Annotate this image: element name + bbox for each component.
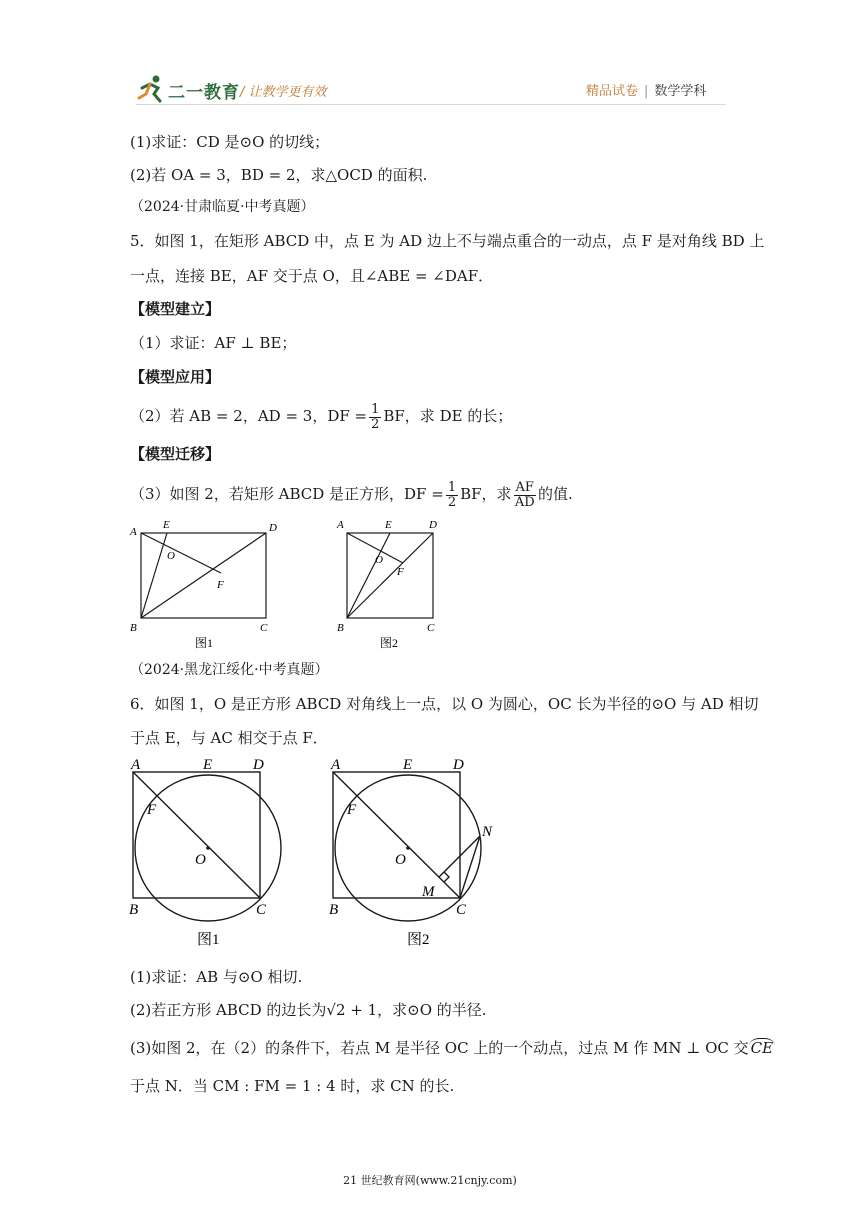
arc-ce: CE [750, 1039, 774, 1057]
svg-text:A: A [130, 526, 137, 538]
svg-text:N: N [482, 824, 493, 840]
svg-text:M: M [422, 884, 435, 900]
slogan: / 让教学更有效 [240, 85, 327, 100]
q6-stem-2: 于点 E，与 AC 相交于点 F． [130, 729, 328, 747]
svg-text:F: F [347, 802, 357, 818]
header-tag: 精品试卷 [586, 84, 639, 99]
svg-text:D: D [429, 519, 437, 531]
runner-logo-icon [136, 74, 168, 104]
svg-text:F: F [147, 802, 157, 818]
q6-part3-line2: 于点 N．当 CM : FM = 1 : 4 时，求 CN 的长. [130, 1077, 455, 1095]
q5-figure-1 [125, 515, 285, 655]
q4-part2: (2)若 OA = 3，BD = 2，求△OCD 的面积. [130, 166, 428, 184]
svg-text:图2: 图2 [380, 636, 399, 650]
q5-part2: （2）若 AB = 2，AD = 3，DF = $\frac{1}{2}$ BF，求 DE 的长； [130, 401, 513, 432]
svg-text:B: B [130, 622, 137, 634]
svg-text:O: O [195, 852, 206, 868]
heading-model-build: 【模型建立】 [130, 300, 221, 318]
svg-text:E: E [403, 757, 413, 773]
q5-part3: （3）如图 2，若矩形 ABCD 是正方形，DF = $\frac{1}{2}$ BF，求 $\frac{AF}{AD}$ 的值. [130, 479, 573, 510]
q6-part3-line1: (3)如图 2，在（2）的条件下，若点 M 是半径 OC 上的一个动点，过点 M 作 MN ⊥ OC 交 CE [130, 1039, 774, 1057]
svg-text:图2: 图2 [407, 932, 430, 948]
svg-text:D: D [269, 522, 277, 534]
q5-figure-2 [335, 515, 445, 655]
q5-part1: （1）求证：AF ⊥ BE； [130, 334, 297, 352]
q6-figure-2 [325, 752, 515, 952]
q5-stem-2: 一点，连接 BE，AF 交于点 O，且∠ABE = ∠DAF． [130, 267, 494, 285]
q5-source: （2024·甘肃临夏·中考真题） [130, 199, 315, 215]
svg-text:F: F [217, 579, 224, 591]
q6-stem-1: 6．如图 1，O 是正方形 ABCD 对角线上一点，以 O 为圆心，OC 长为半径的⊙O 与 AD 相切 [130, 695, 759, 713]
fraction-half: $\frac{1}{2}$ [447, 479, 457, 510]
heading-model-transfer: 【模型迁移】 [130, 445, 221, 463]
svg-text:C: C [427, 622, 435, 634]
svg-text:D: D [453, 757, 464, 773]
svg-text:O: O [395, 852, 406, 868]
svg-text:B: B [129, 902, 139, 918]
svg-text:图1: 图1 [195, 636, 214, 650]
q6-part1: (1)求证：AB 与⊙O 相切. [130, 968, 303, 986]
footer: 21 世纪教育网(www.21cnjy.com) [343, 1174, 517, 1187]
q6-source: （2024·黑龙江绥化·中考真题） [130, 662, 329, 678]
svg-text:E: E [163, 519, 170, 531]
svg-text:C: C [256, 902, 267, 918]
svg-text:D: D [253, 757, 264, 773]
heading-model-apply: 【模型应用】 [130, 368, 221, 386]
q6-part2: (2)若正方形 ABCD 的边长为√2 + 1，求⊙O 的半径. [130, 1001, 487, 1019]
svg-text:C: C [456, 902, 467, 918]
svg-text:F: F [397, 566, 404, 578]
fraction-half: $\frac{1}{2}$ [371, 401, 380, 432]
svg-text:C: C [260, 622, 268, 634]
svg-text:E: E [203, 757, 213, 773]
logo-text: 二一教育 [168, 83, 240, 103]
svg-text:E: E [385, 519, 392, 531]
header-subject: 数学学科 [654, 84, 707, 99]
svg-text:B: B [337, 622, 344, 634]
header-right: 精品试卷 | 数学学科 [586, 84, 707, 99]
sqrt-expression: √2 + 1 [326, 1001, 378, 1019]
svg-text:A: A [337, 519, 344, 531]
header-divider [136, 104, 726, 105]
svg-text:图1: 图1 [197, 932, 220, 948]
q5-stem-1: 5．如图 1，在矩形 ABCD 中，点 E 为 AD 边上不与端点重合的一动点，点 F 是对角线 BD 上 [130, 232, 765, 250]
q6-figure-1 [125, 752, 285, 952]
fraction-af-ad: $\frac{AF}{AD}$ [514, 479, 535, 510]
svg-text:A: A [131, 757, 141, 773]
svg-text:O: O [167, 550, 175, 562]
q4-part1: (1)求证：CD 是⊙O 的切线； [130, 133, 330, 151]
svg-text:O: O [375, 554, 383, 566]
svg-text:B: B [329, 902, 339, 918]
svg-text:A: A [331, 757, 341, 773]
